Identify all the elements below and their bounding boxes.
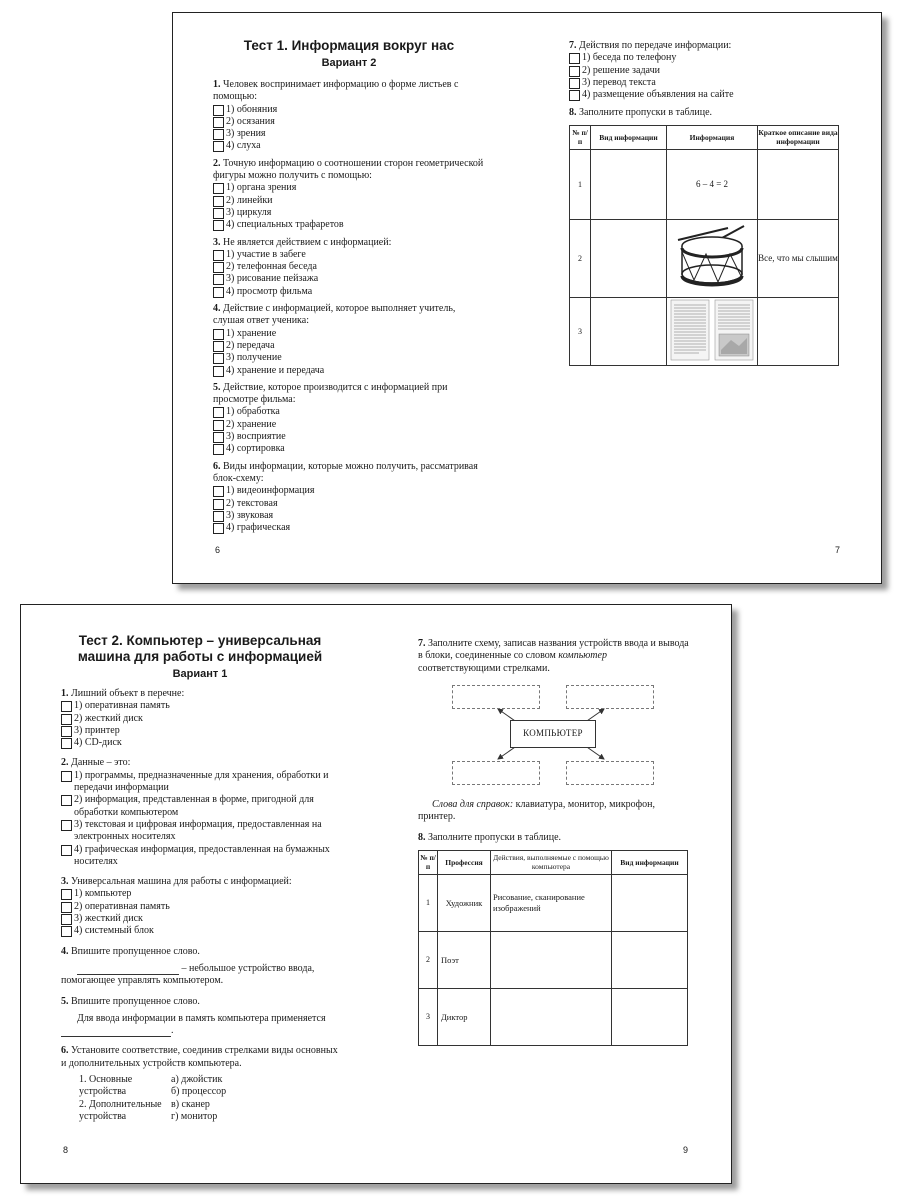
question-number: 8.: [418, 832, 426, 844]
question-text: Действия по передаче информации:: [579, 40, 732, 51]
test-2-title-line-1: Тест 2. Компьютер – универсальная: [78, 633, 322, 648]
question-number: 8.: [569, 107, 577, 119]
blank-line[interactable]: [61, 1027, 171, 1037]
answer-checkbox[interactable]: [213, 420, 224, 431]
answer-option: [213, 207, 485, 219]
cell-profession: Художник: [438, 874, 491, 931]
question-3: [213, 237, 485, 298]
cell-desc-empty[interactable]: [758, 297, 839, 365]
page-6: [213, 38, 485, 539]
question-8: [569, 107, 841, 119]
answer-checkbox[interactable]: [213, 511, 224, 522]
answer-checkbox[interactable]: [61, 738, 72, 749]
answer-option: [213, 352, 485, 364]
cell-number: 2: [570, 219, 591, 297]
cell-kind-empty[interactable]: [612, 874, 688, 931]
t2-question-5: 5. Впишите пропущенное слово. Для ввода информации в память компьютера применяется .: [61, 995, 326, 1037]
cell-profession: Поэт: [438, 931, 491, 988]
answer-option: [213, 419, 485, 431]
answer-label: 1) оперативная память: [74, 700, 170, 712]
answer-label: 4) хранение и передача: [226, 364, 325, 376]
spread-test-1: [172, 12, 882, 584]
answer-checkbox[interactable]: [569, 53, 580, 64]
answer-label: 3) циркуля: [226, 206, 272, 218]
drum-icon: [670, 222, 754, 292]
question-number: 5.: [213, 381, 221, 393]
computer-box: КОМПЬЮТЕР: [510, 720, 596, 748]
question-text: Универсальная машина для работы с информацией:: [71, 876, 292, 888]
answer-label: 4) сортировка: [226, 443, 285, 455]
answer-option: [213, 340, 485, 352]
book-pages-image: [667, 297, 758, 365]
question-text: Действие с информацией, которое выполняет учитель, слушая ответ ученика:: [213, 303, 456, 327]
table-row: [419, 988, 688, 1045]
answer-option: [213, 182, 485, 194]
answer-label: 2) решение задачи: [582, 64, 660, 76]
table-row: [570, 149, 839, 219]
answer-checkbox[interactable]: [213, 329, 224, 340]
answer-checkbox[interactable]: [61, 771, 72, 782]
answer-checkbox[interactable]: [213, 183, 224, 194]
cell-desc: Все, что мы слышим: [758, 219, 839, 297]
match-option-c: в) сканер: [171, 1098, 210, 1110]
page-8: [61, 633, 339, 1128]
question-number: 1.: [61, 688, 69, 699]
answer-label: 1) компьютер: [74, 888, 132, 900]
answer-checkbox[interactable]: [61, 845, 72, 856]
answer-label: 3) зрения: [226, 128, 266, 140]
question-number: 2.: [213, 157, 221, 169]
question-text: Установите соответствие, соединив стрелками виды основных и дополнительных устройств компьютера.: [61, 1045, 338, 1069]
page-number-9: 9: [683, 1145, 689, 1155]
question-4: [213, 303, 485, 377]
answer-checkbox[interactable]: [213, 486, 224, 497]
answer-label: 1) хранение: [226, 327, 277, 339]
table-row: [419, 931, 688, 988]
answer-checkbox[interactable]: [213, 208, 224, 219]
answer-checkbox[interactable]: [213, 262, 224, 273]
answer-option: [61, 925, 339, 937]
question-5: [213, 382, 485, 456]
t2-question-4: [61, 946, 339, 988]
device-box-bottom-left[interactable]: [452, 761, 540, 785]
page-number-8: 8: [63, 1145, 69, 1155]
answer-label: 1) беседа по телефону: [582, 52, 677, 64]
answer-label: 1) участие в забеге: [226, 248, 306, 260]
table-row: [570, 297, 839, 365]
answer-label: 3) перевод текста: [582, 76, 656, 88]
th-number: № п/п: [419, 850, 438, 874]
answer-option: [61, 819, 339, 844]
answer-option: [213, 498, 485, 510]
question-6: [213, 461, 485, 535]
device-scheme: [418, 683, 690, 787]
cell-profession: Диктор: [438, 988, 491, 1045]
answer-option: [61, 913, 339, 925]
answer-option: [213, 431, 485, 443]
answer-checkbox[interactable]: [213, 444, 224, 455]
answer-option: [61, 794, 339, 819]
answer-label: 2) оперативная память: [74, 900, 170, 912]
answer-option: [213, 195, 485, 207]
answer-checkbox[interactable]: [61, 889, 72, 900]
answer-checkbox[interactable]: [213, 353, 224, 364]
answer-checkbox[interactable]: [213, 523, 224, 534]
question-text: Не является действием с информацией:: [223, 236, 392, 248]
page-number-6: 6: [215, 545, 221, 555]
answer-option: [213, 443, 485, 455]
answer-checkbox[interactable]: [569, 90, 580, 101]
question-text: Впишите пропущенное слово.: [71, 995, 200, 1007]
t2-question-1: [61, 688, 339, 749]
question-text-emphasis: компьютер: [558, 650, 607, 662]
answer-checkbox[interactable]: [213, 366, 224, 377]
th-kind: Вид информации: [612, 850, 688, 874]
answer-option: [61, 725, 339, 737]
cell-kind-empty[interactable]: [612, 988, 688, 1045]
answer-option: [213, 365, 485, 377]
test-1-variant: Вариант 2: [321, 57, 377, 69]
answer-checkbox[interactable]: [213, 274, 224, 285]
answer-label: 4) слуха: [226, 140, 261, 152]
cell-kind-empty[interactable]: [591, 219, 667, 297]
answer-option: [213, 249, 485, 261]
answer-label: 2) осязания: [226, 115, 275, 127]
question-number: 6.: [61, 1045, 69, 1057]
answer-checkbox[interactable]: [61, 795, 72, 806]
answer-label: 2) текстовая: [226, 497, 278, 509]
answer-label: 2) телефонная беседа: [226, 261, 317, 273]
answer-checkbox[interactable]: [213, 220, 224, 231]
page-number-7: 7: [835, 545, 841, 555]
question-text: Впишите пропущенное слово.: [71, 945, 200, 957]
answer-checkbox[interactable]: [61, 701, 72, 712]
answer-checkbox[interactable]: [213, 250, 224, 261]
answer-label: 3) жесткий диск: [74, 913, 143, 925]
table-row: [570, 219, 839, 297]
answer-option: [569, 52, 841, 64]
cell-number: 1: [570, 149, 591, 219]
main-devices-label: 1. Основные устройства: [79, 1074, 133, 1098]
test-1-questions: [213, 79, 485, 534]
cell-actions: Рисование, сканирование изображений: [491, 874, 612, 931]
answer-label: 1) видеоинформация: [226, 485, 315, 497]
question-number: 7.: [418, 638, 426, 649]
spread-test-2: [20, 604, 732, 1184]
answer-label: 2) хранение: [226, 418, 277, 430]
answer-option: [61, 737, 339, 749]
th-info: Информация: [667, 125, 758, 149]
answer-option: [569, 77, 841, 89]
answer-label: 3) принтер: [74, 724, 120, 736]
answer-option: [569, 89, 841, 101]
answer-option: [213, 273, 485, 285]
answer-label: 1) органа зрения: [226, 182, 297, 194]
cell-number: 1: [419, 874, 438, 931]
question-number: 6.: [213, 460, 221, 472]
question-number: 2.: [61, 757, 69, 769]
book-pages-icon: [669, 298, 755, 362]
question-number: 7.: [569, 40, 577, 51]
answer-label: 4) CD-диск: [74, 737, 122, 749]
answer-label: 1) обоняния: [226, 103, 278, 115]
answer-option: [213, 128, 485, 140]
answer-checkbox[interactable]: [213, 117, 224, 128]
question-number: 5.: [61, 995, 69, 1007]
answer-checkbox[interactable]: [61, 714, 72, 725]
t2-question-6: [61, 1045, 339, 1123]
test-2-variant: Вариант 1: [172, 668, 228, 680]
device-box-top-right[interactable]: [566, 685, 654, 709]
th-kind: Вид информации: [591, 125, 667, 149]
answer-label: 3) получение: [226, 352, 282, 364]
question-number: 4.: [61, 945, 69, 957]
answer-option: [213, 104, 485, 116]
answer-label: 2) информация, представленная в форме, пригодной для обработки компьютером: [74, 794, 314, 818]
answer-option: [213, 261, 485, 273]
answer-label: 3) текстовая и цифровая информация, предоставленная на электронных носителях: [74, 818, 322, 843]
answer-checkbox[interactable]: [213, 129, 224, 140]
t2-question-2: [61, 757, 339, 868]
answer-label: 2) передача: [226, 339, 275, 351]
answer-option: [213, 328, 485, 340]
answer-label: 3) звуковая: [226, 509, 274, 521]
hint-label: Слова для справок:: [432, 798, 514, 810]
answer-checkbox[interactable]: [213, 341, 224, 352]
question-7: [569, 40, 841, 101]
answer-checkbox[interactable]: [61, 926, 72, 937]
question-number: 3.: [61, 876, 69, 888]
cell-actions-empty[interactable]: [491, 988, 612, 1045]
answer-label: 1) программы, предназначенные для хранения, обработки и передачи информации: [74, 769, 329, 794]
t2-question-3: [61, 876, 339, 937]
question-text: Заполните схему, записав названия устройств ввода и вывода в блоки, соединенные со словом: [418, 638, 689, 662]
answer-option: [569, 65, 841, 77]
answer-option: [61, 770, 339, 795]
t2-question-8: [418, 832, 690, 844]
answer-option: [61, 713, 339, 725]
answer-label: 4) просмотр фильма: [226, 285, 313, 297]
question-text: Точную информацию о соотношении сторон геометрической фигуры можно получить с помощью:: [213, 157, 484, 182]
extra-devices-label: 2. Дополнительные устройства: [79, 1098, 162, 1122]
answer-checkbox[interactable]: [213, 105, 224, 116]
answer-checkbox[interactable]: [213, 499, 224, 510]
answer-checkbox[interactable]: [569, 66, 580, 77]
th-actions: Действия, выполняемые с помощью компьютера: [491, 850, 612, 874]
answer-option: [213, 522, 485, 534]
question-number: 3.: [213, 236, 221, 248]
device-box-top-left[interactable]: [452, 685, 540, 709]
th-number: № п/п: [570, 125, 591, 149]
answer-label: 2) жесткий диск: [74, 712, 143, 724]
cell-desc-empty[interactable]: [758, 149, 839, 219]
match-option-d: г) монитор: [171, 1110, 218, 1122]
cell-kind-empty[interactable]: [591, 297, 667, 365]
cell-number: 2: [419, 931, 438, 988]
answer-checkbox[interactable]: [213, 432, 224, 443]
question-text: Заполните пропуски в таблице.: [579, 107, 713, 119]
answer-label: 4) графическая: [226, 522, 291, 534]
question-sentence: Для ввода информации в память компьютера применяется: [77, 1012, 326, 1024]
answer-label: 4) размещение объявления на сайте: [582, 89, 734, 101]
question-text: Виды информации, которые можно получить, рассматривая блок-схему:: [213, 460, 478, 484]
cell-number: 3: [419, 988, 438, 1045]
hint-text: клавиатура, монитор, микрофон, принтер.: [418, 798, 656, 823]
question-text: Действие, которое производится с информацией при просмотре фильма:: [213, 381, 448, 406]
test-2-title-line-2: машина для работы с информацией: [77, 649, 323, 664]
answer-option: [213, 510, 485, 522]
answer-option: [213, 286, 485, 298]
answer-label: 4) специальных трафаретов: [226, 219, 344, 231]
answer-label: 3) рисование пейзажа: [226, 273, 319, 285]
answer-checkbox[interactable]: [61, 902, 72, 913]
question-text: Человек воспринимает информацию о форме листьев с помощью:: [213, 79, 459, 103]
th-desc: Краткое описание вида информации: [758, 125, 839, 149]
answer-label: 2) линейки: [226, 194, 273, 206]
question-sentence: – небольшое устройство ввода, помогающее управлять компьютером.: [61, 962, 315, 987]
profession-table: [418, 850, 688, 1046]
t2-question-7: [418, 638, 690, 675]
question-number: 1.: [213, 79, 221, 90]
cell-number: 3: [570, 297, 591, 365]
answer-option: [61, 901, 339, 913]
question-text: Данные – это:: [71, 757, 131, 769]
page-9: [418, 638, 690, 1046]
answer-checkbox[interactable]: [569, 78, 580, 89]
question-text: Лишний объект в перечне:: [71, 688, 185, 699]
answer-checkbox[interactable]: [213, 287, 224, 298]
th-profession: Профессия: [438, 850, 491, 874]
answer-label: 3) восприятие: [226, 431, 286, 443]
answer-option: [213, 406, 485, 418]
answer-option: [61, 700, 339, 712]
answer-label: 4) графическая информация, предоставленная на бумажных носителях: [74, 843, 330, 867]
answer-option: [213, 116, 485, 128]
question-text-end: соответствующими стрелками.: [418, 662, 550, 674]
answer-option: [61, 844, 339, 869]
hint-words: [418, 799, 690, 824]
match-option-a: а) джойстик: [171, 1074, 223, 1086]
test-1-title: Тест 1. Информация вокруг нас: [243, 38, 455, 53]
answer-checkbox[interactable]: [61, 914, 72, 925]
answer-label: 4) системный блок: [74, 925, 154, 937]
drum-image: [667, 219, 758, 297]
info-table-1: [569, 125, 839, 366]
answer-checkbox[interactable]: [61, 726, 72, 737]
question-text: Заполните пропуски в таблице.: [428, 832, 562, 844]
blank-line[interactable]: [77, 965, 179, 975]
cell-actions-empty[interactable]: [491, 931, 612, 988]
answer-checkbox[interactable]: [213, 407, 224, 418]
question-number: 4.: [213, 303, 221, 315]
answer-checkbox[interactable]: [213, 196, 224, 207]
cell-info: 6 – 4 = 2: [667, 149, 758, 219]
answer-label: 1) обработка: [226, 406, 280, 418]
answer-option: [61, 888, 339, 900]
cell-kind-empty[interactable]: [612, 931, 688, 988]
question-1: [213, 79, 485, 153]
answer-option: [213, 485, 485, 497]
table-row: [419, 874, 688, 931]
device-box-bottom-right[interactable]: [566, 761, 654, 785]
cell-kind-empty[interactable]: [591, 149, 667, 219]
match-option-b: б) процессор: [171, 1086, 227, 1098]
page-7: [569, 40, 841, 366]
answer-checkbox[interactable]: [213, 141, 224, 152]
answer-option: [213, 140, 485, 152]
answer-option: [213, 219, 485, 231]
answer-checkbox[interactable]: [61, 820, 72, 831]
question-2: [213, 158, 485, 232]
